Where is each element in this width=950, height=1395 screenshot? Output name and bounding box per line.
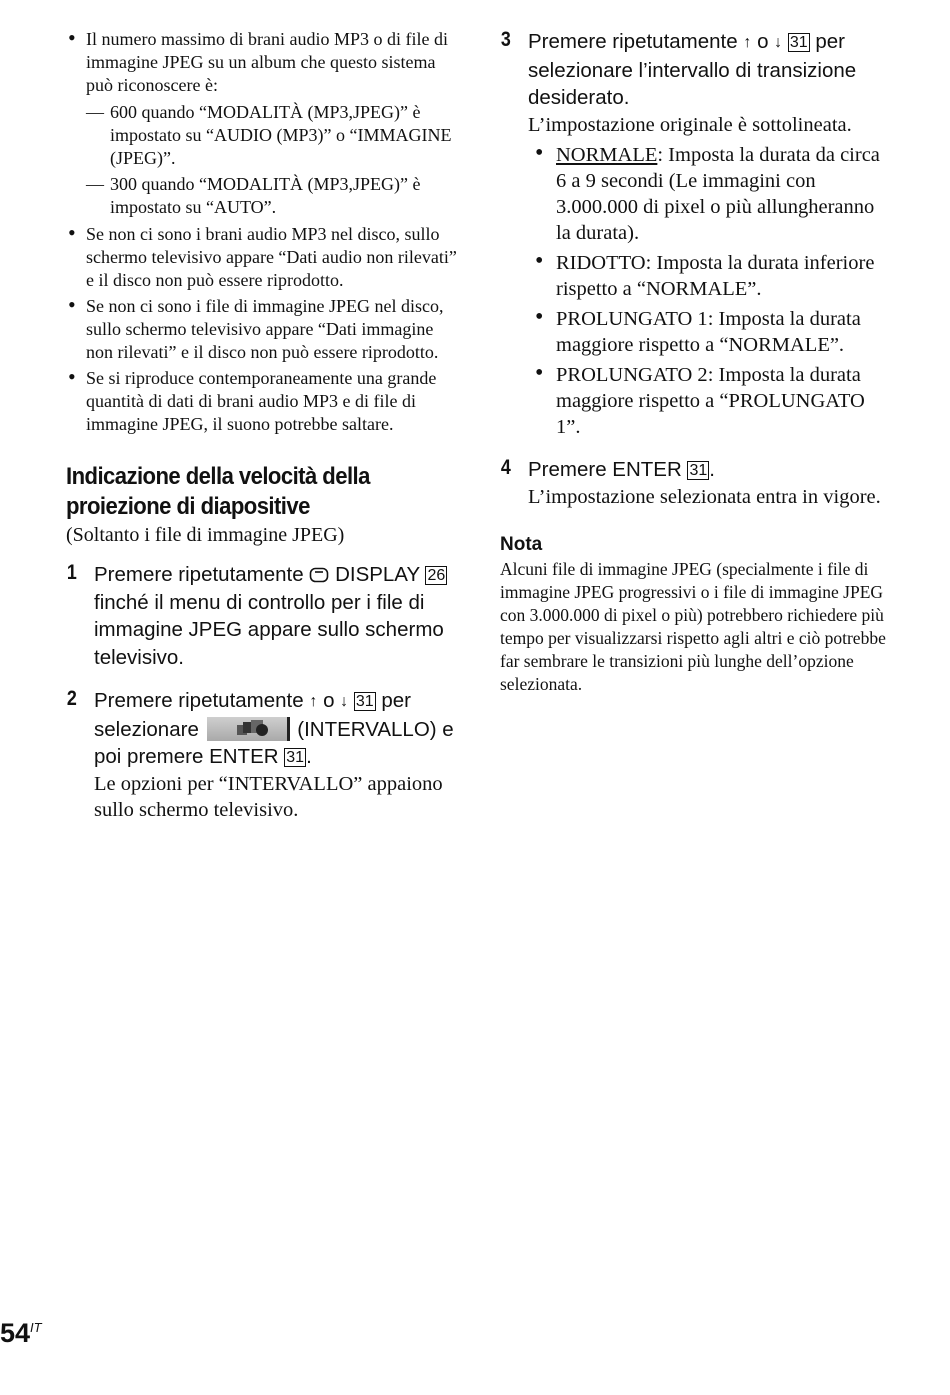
sub-list-item: — 300 quando “MODALITÀ (MP3,JPEG)” è impostato su “AUTO”.	[86, 173, 458, 219]
page-number: $54^{IT}$	[0, 1318, 42, 1348]
step-3	[500, 28, 892, 440]
step-4	[500, 456, 892, 510]
left-column	[66, 28, 458, 840]
display-icon	[309, 567, 329, 583]
step-instruction: Premere ripetutamente ↑ o ↓ 31 per selezionare l’intervallo di transizione desiderato.	[528, 30, 857, 109]
option-item: • PROLUNGATO 1: Imposta la durata maggiore rispetto a “NORMALE”.	[528, 306, 892, 358]
step-description: L’impostazione selezionata entra in vigore.	[528, 485, 881, 508]
interval-options	[528, 142, 892, 440]
button-ref-box: 31	[689, 462, 708, 479]
option-item: • NORMALE: Imposta la durata da circa 6 a 9 secondi (Le immagini con 3.000.000 di pixel o più allungheranno la durata).	[528, 142, 892, 246]
option-item: • RIDOTTO: Imposta la durata inferiore rispetto a “NORMALE”.	[528, 250, 892, 302]
button-ref-box: 31	[355, 693, 374, 710]
step-number: 1	[66, 561, 77, 584]
note-heading: Nota	[500, 534, 543, 555]
notes-list	[66, 28, 458, 436]
intervallo-icon	[207, 717, 290, 741]
note-text: Alcuni file di immagine JPEG (specialmente i file di immagine JPEG progressivi o i file di immagine JPEG con 3.000.000 di pixel o più) potrebbero richiedere più tempo per visualizzarsi rispetto agli altri e ciò potrebbe far sembrare le transizioni più lunghe dell’opzione selezionata.	[500, 559, 886, 694]
section-subtitle: (Soltanto i file di immagine JPEG)	[66, 524, 345, 546]
button-ref-box: 31	[286, 749, 305, 766]
button-ref-box: 31	[789, 34, 808, 51]
step-instruction: Premere ripetutamente DISPLAY 26 finché il menu di controllo per i file di immagine JPEG appare sullo schermo televisivo.	[94, 563, 446, 669]
option-item: • PROLUNGATO 2: Imposta la durata maggiore rispetto a “PROLUNGATO 1”.	[528, 362, 892, 440]
step-number: 3	[500, 28, 511, 51]
sub-list-item: — 600 quando “MODALITÀ (MP3,JPEG)” è impostato su “AUDIO (MP3)” o “IMMAGINE (JPEG)”.	[86, 101, 458, 170]
section-title: Indicazione della velocità della proiezione di diapositive	[66, 463, 370, 520]
step-number: 2	[66, 687, 77, 710]
step-description: Le opzioni per “INTERVALLO” appaiono sullo schermo televisivo.	[94, 772, 443, 821]
step-1	[66, 561, 458, 671]
up-arrow-icon: ↑	[743, 34, 752, 51]
right-column	[500, 28, 892, 696]
step-instruction: Premere ENTER 31.	[528, 458, 715, 481]
step-2	[66, 687, 458, 824]
down-arrow-icon: ↓	[774, 34, 783, 51]
list-item: • Se si riproduce contemporaneamente una grande quantità di dati di brani audio MP3 e di file di immagine JPEG, il suono potrebbe saltare.	[66, 367, 458, 436]
list-item: • Se non ci sono i file di immagine JPEG nel disco, sullo schermo televisivo appare “Dati immagine non rilevati” e il disco non può essere riprodotto.	[66, 295, 458, 364]
down-arrow-icon: ↓	[340, 693, 349, 710]
step-description: L’impostazione originale è sottolineata.	[528, 113, 852, 136]
button-ref-box: 26	[427, 567, 446, 584]
list-item: • Se non ci sono i brani audio MP3 nel disco, sullo schermo televisivo appare “Dati audio non rilevati” e il disco non può essere riprodotto.	[66, 223, 458, 292]
up-arrow-icon: ↑	[309, 693, 318, 710]
sub-list	[86, 101, 458, 219]
step-number: 4	[500, 456, 511, 479]
step-instruction: Premere ripetutamente ↑ o ↓ 31 per selezionare (INTERVALLO) e poi premere ENTER 31.	[94, 689, 454, 768]
list-item: • Il numero massimo di brani audio MP3 o di file di immagine JPEG su un album che questo sistema può riconoscere è: — 600 quando “MODALITÀ (MP3,JPEG)” è impostato su “AUDIO (MP3)” o “IMMAGINE (JPEG)”. — 300 quando “MODALITÀ (MP3,JPEG)” è impostato su “AUTO”.	[66, 28, 458, 219]
